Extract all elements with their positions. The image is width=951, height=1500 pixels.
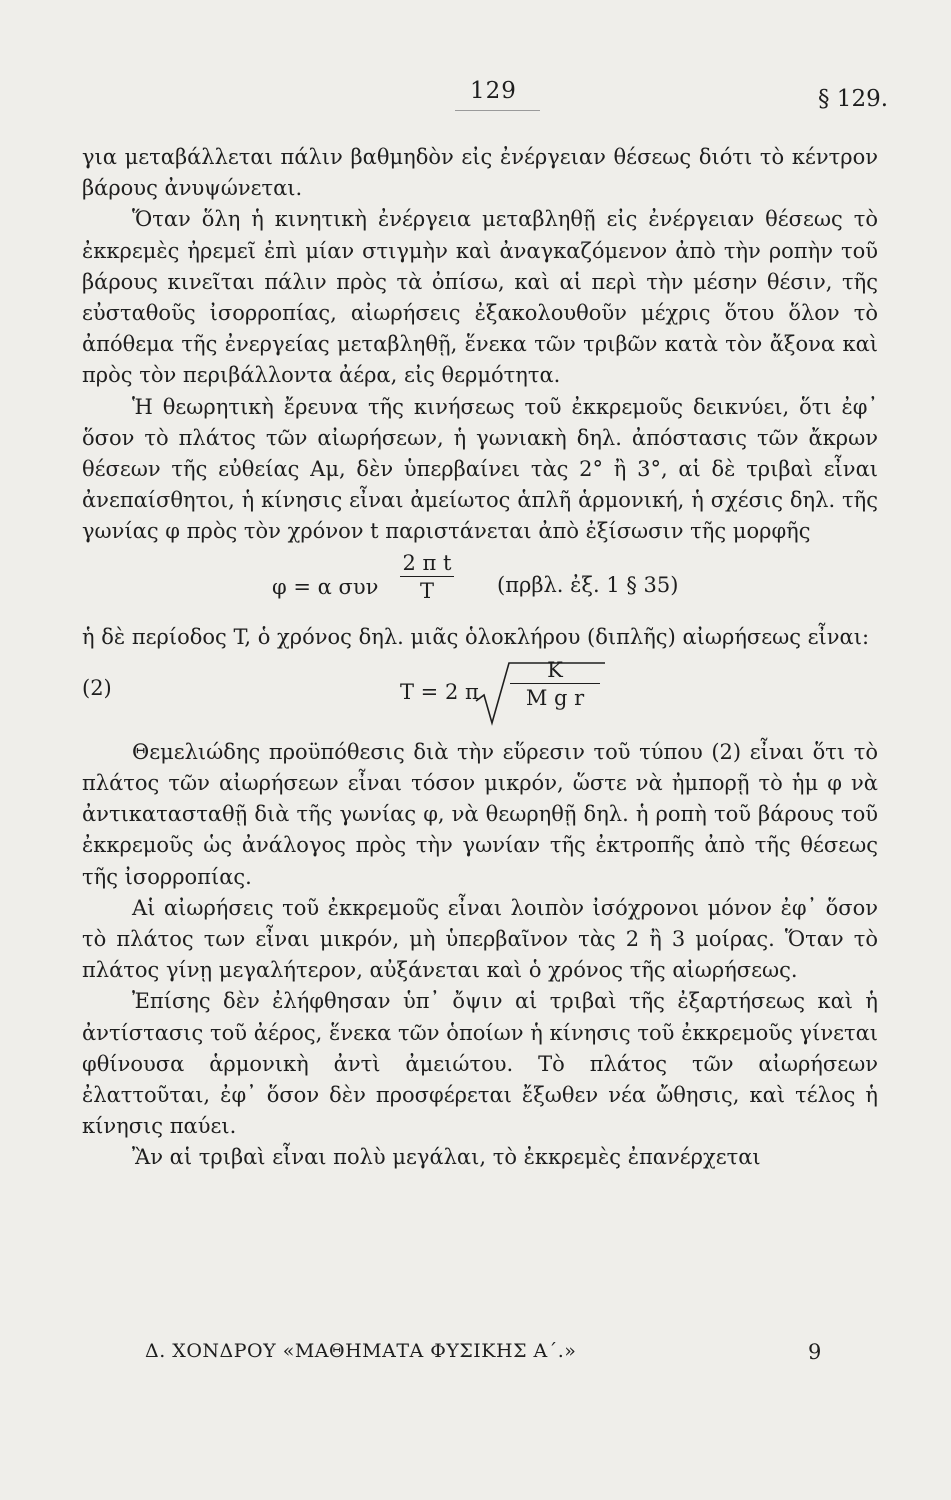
page-number: 129 bbox=[470, 78, 517, 104]
equation-label: (2) bbox=[82, 675, 112, 700]
paragraph-continued: για μεταβάλλεται πάλιν βαθμηδὸν εἰς ἐνέργειαν θέσεως διότι τὸ κέντρον βάρους ἀνυψώνεται. bbox=[82, 145, 878, 201]
equation-period bbox=[82, 653, 878, 737]
equation-phi-fraction bbox=[400, 550, 454, 605]
equation-period-lhs: T = 2 π bbox=[400, 679, 479, 704]
fraction-denominator: M g r bbox=[525, 685, 585, 710]
paragraph: Θεμελιώδης προϋπόθεσις διὰ τὴν εὕρεσιν τοῦ τύπου (2) εἶναι ὅτι τὸ πλάτος τῶν αἰωρήσεων εἶναι τόσον μικρόν, ὥστε νὰ ἠμπορῇ τὸ ἡμ φ νὰ ἀντικατασταθῇ διὰ τῆς γωνίας φ, νὰ θεωρηθῇ δηλ. ἡ ροπὴ τοῦ βάρους τοῦ ἐκκρεμοῦς ὡς ἀνάλογος πρὸς τὴν γωνίαν τῆς ἐκτροπῆς ἀπὸ τῆς θέσεως τῆς ἰσορροπίας. bbox=[82, 739, 878, 889]
paragraph-continued: ἡ δὲ περίοδος T, ὁ χρόνος δηλ. μιᾶς ὁλοκλήρου (διπλῆς) αἰωρήσεως εἶναι: bbox=[82, 624, 870, 649]
paragraph: Ἐπίσης δὲν ἐλήφθησαν ὑπ᾿ ὄψιν αἱ τριβαὶ τῆς ἐξαρτήσεως καὶ ἡ ἀντίστασις τοῦ ἀέρος, ἕνεκα τῶν ὁποίων ἡ κίνησις τοῦ ἐκκρεμοῦς γίνεται φθίνουσα ἁρμονικὴ ἀντὶ ἀμειώτου. Τὸ πλάτος τῶν αἰωρήσεων ἐλαττοῦται, ἐφ᾿ ὅσον δὲν προσφέρεται ἔξωθεν νέα ὤθησις, καὶ τέλος ἡ κίνησις παύει. bbox=[82, 989, 878, 1139]
fraction-denominator: T bbox=[419, 578, 434, 603]
equation-phi-lhs: φ = α συν bbox=[272, 574, 379, 599]
fraction-numerator: K bbox=[547, 657, 563, 682]
paragraph: Ἂν αἱ τριβαὶ εἶναι πολὺ μεγάλαι, τὸ ἐκκρεμὲς ἐπανέρχεται bbox=[132, 1145, 761, 1170]
paragraph: Ἡ θεωρητικὴ ἔρευνα τῆς κινήσεως τοῦ ἐκκρεμοῦς δεικνύει, ὅτι ἐφ᾿ ὅσον τὸ πλάτος τῶν αἰωρήσεων, ἡ γωνιακὴ δηλ. ἀπόστασις τῶν ἄκρων θέσεων τῆς εὐθείας Αμ, δὲν ὑπερβαίνει τὰς 2° ἢ 3°, αἱ δὲ τριβαὶ εἶναι ἀνεπαίσθητοι, ἡ κίνησις εἶναι ἀμείωτος ἁπλῆ ἁρμονική, ἡ σχέσις δηλ. τῆς γωνίας φ πρὸς τὸν χρόνον t παριστάνεται ἀπὸ ἐξίσωσιν τῆς μορφῆς bbox=[82, 394, 878, 544]
equation-phi bbox=[82, 548, 878, 622]
section-number: § 129. bbox=[818, 86, 889, 112]
sheet-number: 9 bbox=[808, 1340, 822, 1364]
page-number-rule bbox=[455, 110, 540, 111]
equation-period-fraction bbox=[510, 657, 600, 712]
paragraph: Ὅταν ὅλη ἡ κινητικὴ ἐνέργεια μεταβληθῇ εἰς ἐνέργειαν θέσεως τὸ ἐκκρεμὲς ἠρεμεῖ ἐπὶ μίαν στιγμὴν καὶ ἀναγκαζόμενον ἀπὸ τὴν ροπὴν τοῦ βάρους κινεῖται πάλιν πρὸς τὰ ὀπίσω, καὶ αἱ περὶ τὴν μέσην θέσιν, τῆς εὐσταθοῦς ἰσορροπίας, αἰωρήσεις ἐξακολουθοῦν μέχρις ὅτου ὅλον τὸ ἀπόθεμα τῆς ἐνεργείας μεταβληθῇ, ἕνεκα τῶν τριβῶν κατὰ τὸν ἄξονα καὶ πρὸς τὸν περιβάλλοντα ἀέρα, εἰς θερμότητα. bbox=[82, 207, 878, 388]
footer-signature: Δ. ΧΟΝΔΡΟΥ «ΜΑΘΗΜΑΤΑ ΦΥΣΙΚΗΣ Α΄.» bbox=[145, 1340, 577, 1362]
fraction-numerator: 2 π t bbox=[402, 550, 452, 575]
page-body bbox=[82, 142, 878, 1174]
paragraph: Αἱ αἰωρήσεις τοῦ ἐκκρεμοῦς εἶναι λοιπὸν ἰσόχρονοι μόνον ἐφ᾿ ὅσον τὸ πλάτος των εἶναι μικρόν, μὴ ὑπερβαῖνον τὰς 2 ἢ 3 μοίρας. Ὅταν τὸ πλάτος γίνῃ μεγαλήτερον, αὐξάνεται καὶ ὁ χρόνος τῆς αἰωρήσεως. bbox=[82, 895, 878, 983]
equation-phi-reference: (πρβλ. ἐξ. 1 § 35) bbox=[497, 572, 679, 597]
